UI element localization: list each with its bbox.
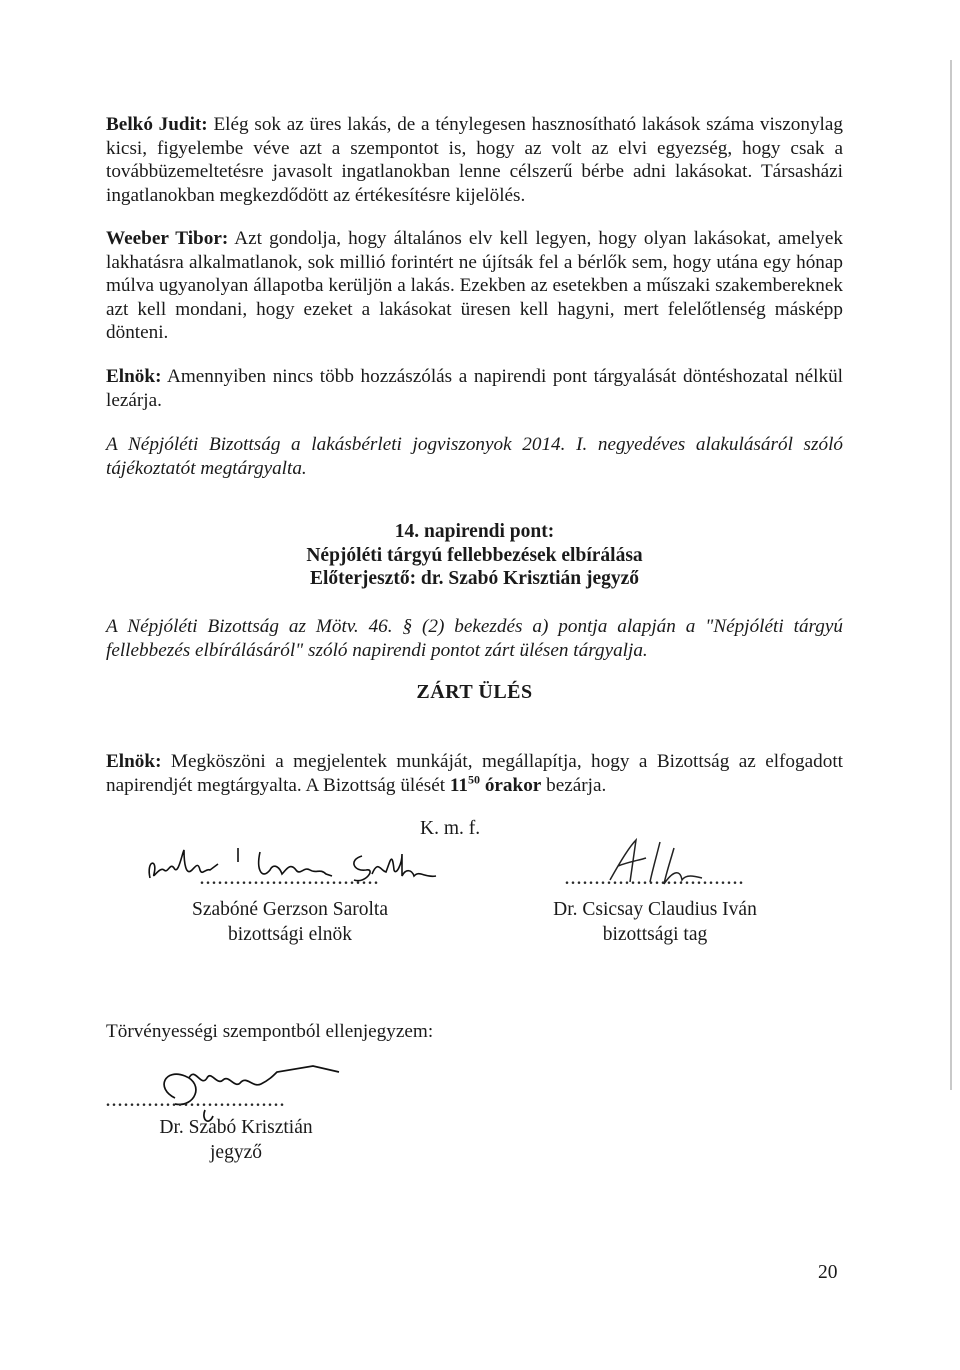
page-number: 20 xyxy=(818,1262,838,1283)
signature-right xyxy=(520,871,790,947)
paragraph-weeber xyxy=(106,227,843,345)
closing-paragraph xyxy=(106,750,843,797)
legal-countersign-label: Törvényességi szempontból ellenjegyzem: xyxy=(106,1021,434,1042)
speaker-name: Weeber Tibor: xyxy=(106,228,229,249)
speaker-name: Belkó Judit: xyxy=(106,114,208,135)
agenda-number: 14. napirendi pont: xyxy=(394,521,555,542)
signatory-role: jegyző xyxy=(210,1142,262,1163)
signatory-name: Dr. Csicsay Claudius Iván xyxy=(553,899,757,920)
scan-edge-line xyxy=(950,60,952,1090)
paragraph-elnok xyxy=(106,365,843,412)
closing-text: Megköszöni a megjelentek munkáját, megállapítja, hogy a Bizottság az elfogadott napirendjét megtárgyalta. A Bizottság ülését xyxy=(106,751,843,796)
time-hour: 11 xyxy=(449,774,469,796)
resolution-note: A Népjóléti Bizottság a lakásbérleti jogviszonyok 2014. I. negyedéves alakulásáról szóló tájékoztatót megtárgyalta. xyxy=(106,434,843,479)
closed-session-note: A Népjóléti Bizottság az Mötv. 46. § (2) bekezdés a) pontja alapján a "Népjóléti tárgyú fellebbezés elbírálásáról" szóló napirendi pontot zárt ülésen tárgyalja. xyxy=(106,616,843,661)
paragraph-text: Azt gondolja, hogy általános elv kell legyen, hogy olyan lakásokat, amelyek lakhatásra alkalmatlanok, sok millió forintért ne újítsák fel a bérlők sem, hogy utána egy hónap múlva ugyanolyan állapotba kerüljön a lakás. Ezekben az esetekben a műszaki szakembereknek azt kell mondani, hogy ezeket a lakásokat üresen kell hagyni, mert felelőtlenség másképp dönteni. xyxy=(106,228,843,344)
signature-dots: .............................. xyxy=(565,871,745,888)
speaker-name: Elnök: xyxy=(106,751,162,772)
speaker-name: Elnök: xyxy=(106,366,162,387)
signature-bottom xyxy=(106,1093,366,1165)
signatory-role: bizottsági tag xyxy=(602,924,708,945)
signatory-name: Szabóné Gerzson Sarolta xyxy=(191,899,389,920)
time-suffix: órakor xyxy=(480,774,542,796)
closing-text-end: bezárja. xyxy=(541,774,607,796)
paragraph-text: Elég sok az üres lakás, de a ténylegesen hasznosítható lakások száma viszonylag kicsi, figyelembe véve azt a szempontot is, hogy az volt az elvi egyezség, hogy csak a továbbüzemeltetésre javasolt ingatlanokban lenne célszerű bérbe adni lakásokat. Társasházi ingatlanokban megkezdődött az értékesítésre kijelölés. xyxy=(106,114,843,206)
signatory-name: Dr. Szabó Krisztián xyxy=(159,1117,313,1138)
kmf-mark: K. m. f. xyxy=(420,818,481,839)
paragraph-belko xyxy=(106,113,843,207)
signature-dots: .............................. xyxy=(106,1093,286,1110)
signature-dots: .............................. xyxy=(200,871,380,888)
signatory-role: bizottsági elnök xyxy=(227,924,353,945)
closed-session-heading: ZÁRT ÜLÉS xyxy=(416,681,533,703)
closing-time xyxy=(449,772,542,796)
signature-left xyxy=(140,871,440,947)
agenda-presenter: Előterjesztő: dr. Szabó Krisztián jegyző xyxy=(309,568,640,589)
agenda-title: Népjóléti tárgyú fellebbezések elbírálása xyxy=(306,545,643,566)
time-minute: 50 xyxy=(468,772,481,787)
paragraph-text: Amennyiben nincs több hozzászólás a napirendi pont tárgyalását döntéshozatal nélkül lezárja. xyxy=(106,366,843,411)
